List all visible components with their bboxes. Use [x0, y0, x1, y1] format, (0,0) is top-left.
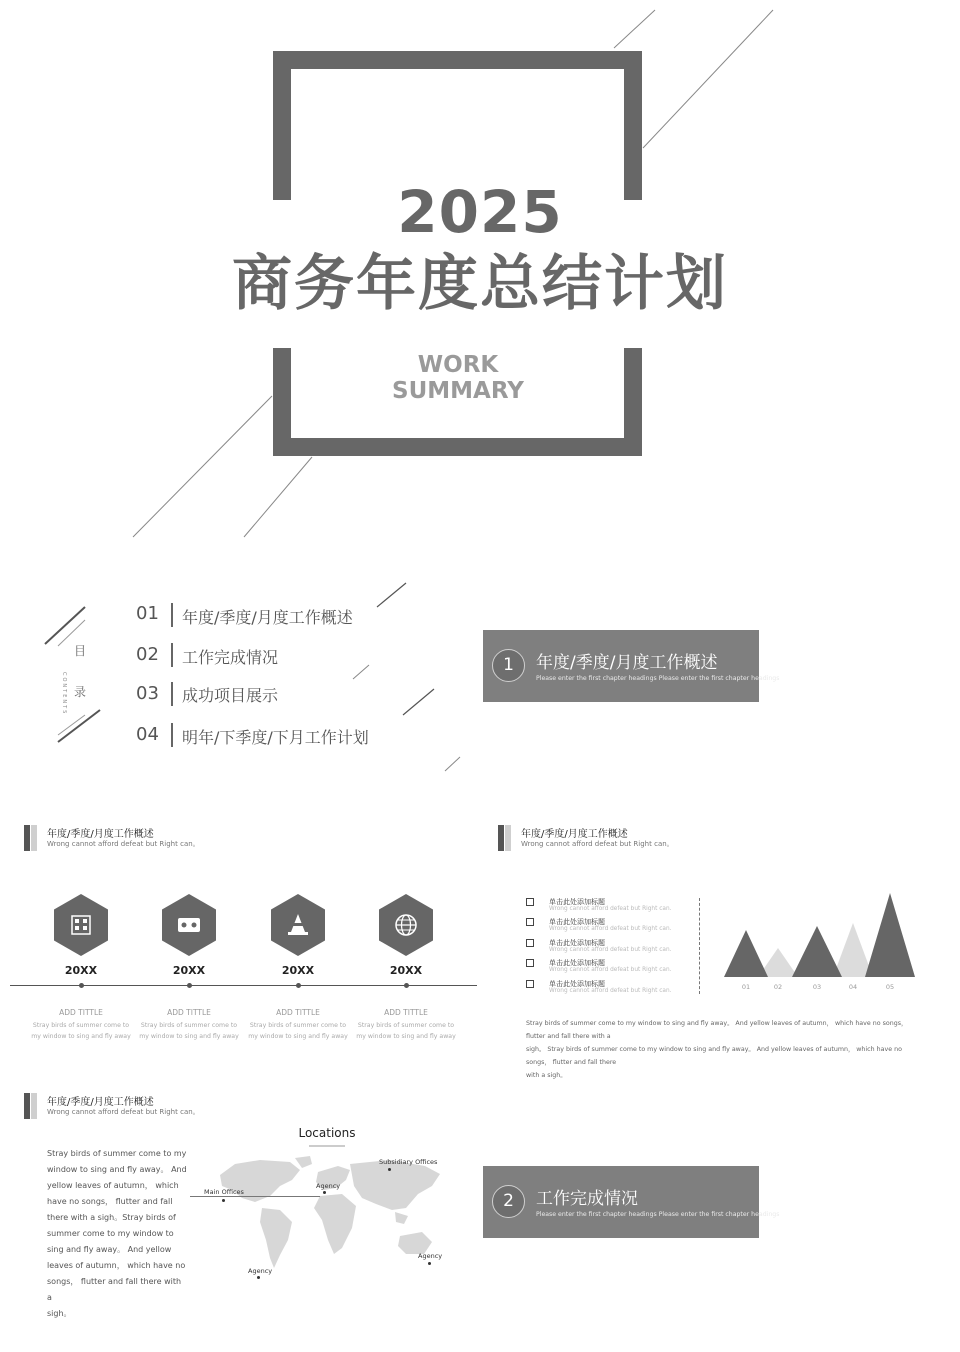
checklist-paragraph-line3: with a sigh。: [526, 1072, 567, 1079]
cover-title: 商务年度总结计划: [232, 249, 728, 319]
toc-item-1-label[interactable]: 年度/季度/月度工作概述: [182, 608, 353, 627]
slide-header-title: 年度/季度/月度工作概述: [47, 829, 154, 840]
chapter-1-subtitle: Please enter the first chapter headings Please enter the first chapter headings: [536, 675, 780, 682]
peak-label-5: 05: [885, 983, 895, 991]
checklist-title-3: 单击此处添加标题: [549, 939, 605, 947]
peak-label-1: 01: [741, 983, 751, 991]
map-paragraph-line6: summer come to my window to: [47, 1229, 174, 1238]
checklist-box-2[interactable]: [526, 918, 534, 926]
map-dot-agency-1: [323, 1191, 326, 1194]
toc-side-char-1: 目: [74, 644, 87, 658]
checklist-sub-1: Wrong cannot afford defeat but Right can.: [549, 906, 672, 912]
timeline-year-4: 20XX: [389, 964, 423, 977]
map-paragraph-line3: yellow leaves of autumn， which: [47, 1181, 179, 1190]
cover-subtitle: [0, 352, 916, 404]
chapter-1-number: 1: [492, 649, 525, 682]
checklist-title-4: 单击此处添加标题: [549, 959, 605, 967]
map-title-underline: [309, 1145, 345, 1147]
map-paragraph-line9: songs， flutter and fall there with a: [47, 1277, 182, 1302]
peak-3: [792, 926, 842, 977]
slide-header-bar-2: [498, 825, 504, 851]
toc-side-char-2: 录: [74, 685, 87, 699]
timeline-title-1: ADD TITTLE: [59, 1008, 103, 1017]
map-indonesia: [395, 1212, 408, 1224]
peaks-chart: [710, 880, 930, 980]
timeline-title-3: ADD TITTLE: [276, 1008, 320, 1017]
slide-header-subtitle-2: Wrong cannot afford defeat but Right can。: [521, 840, 674, 848]
slide-header-title-3: 年度/季度/月度工作概述: [47, 1097, 154, 1108]
chapter-2-subtitle: Please enter the first chapter headings Please enter the first chapter headings: [536, 1211, 780, 1218]
map-greenland: [295, 1156, 312, 1168]
map-paragraph-line7: sing and fly away。 And yellow: [47, 1245, 172, 1254]
timeline-dot-4: [404, 983, 409, 988]
map-asia: [350, 1160, 440, 1210]
timeline-dot-3: [296, 983, 301, 988]
map-dot-main: [222, 1199, 225, 1202]
toc-item-1-bar: [171, 603, 173, 627]
map-paragraph-line5: there with a sigh。Stray birds of: [47, 1213, 176, 1222]
chapter-1-title: 年度/季度/月度工作概述: [536, 653, 718, 673]
checklist-box-4[interactable]: [526, 959, 534, 967]
timeline-text-3-line2: my window to sing and fly away: [248, 1033, 348, 1040]
checklist-sub-2: Wrong cannot afford defeat but Right can.: [549, 926, 672, 932]
world-map: [200, 1150, 450, 1290]
checklist-sub-4: Wrong cannot afford defeat but Right can.: [549, 967, 672, 973]
timeline-year-1: 20XX: [64, 964, 98, 977]
checklist-title-2: 单击此处添加标题: [549, 918, 605, 926]
toc-item-3-bar: [171, 682, 173, 706]
checklist-sub-3: Wrong cannot afford defeat but Right can.: [549, 947, 672, 953]
slide-header-bar-light: [31, 825, 37, 851]
slide-header-title-2: 年度/季度/月度工作概述: [521, 829, 628, 840]
map-dot-subsidiary: [388, 1168, 391, 1171]
toc-item-3-num: 03: [136, 683, 159, 704]
peak-1: [724, 930, 768, 977]
chapter-2-number: 2: [492, 1185, 525, 1218]
map-paragraph-line1: Stray birds of summer come to my: [47, 1149, 187, 1158]
map-label-agency-1: Agency: [316, 1182, 341, 1190]
map-label-subsidiary: Subsidiary Offices: [379, 1158, 438, 1166]
timeline-dot-1: [79, 983, 84, 988]
chapter-2-title: 工作完成情况: [536, 1189, 638, 1209]
chapter-1-banner: [483, 630, 780, 702]
map-paragraph-line4: have no songs， flutter and fall: [47, 1197, 173, 1206]
map-dot-agency-2: [428, 1262, 431, 1265]
map-title: Locations: [298, 1126, 356, 1140]
toc-item-4-label[interactable]: 明年/下季度/下月工作计划: [182, 728, 369, 747]
map-dot-agency-3: [257, 1276, 260, 1279]
toc-side-en-text: CONTENTS: [61, 672, 67, 716]
cover-en-line1: WORK: [417, 352, 499, 378]
map-paragraph-line10: sigh。: [47, 1309, 72, 1318]
cover-en-line2: SUMMARY: [392, 378, 524, 404]
toc-item-4-num: 04: [136, 724, 159, 745]
peak-label-2: 02: [773, 983, 783, 991]
timeline-title-4: ADD TITTLE: [384, 1008, 428, 1017]
timeline-text-3-line1: Stray birds of summer come to: [249, 1022, 347, 1029]
toc-item-2-bar: [171, 643, 173, 667]
slide-header-subtitle-3: Wrong cannot afford defeat but Right can。: [47, 1108, 200, 1116]
map-paragraph-line2: window to sing and fly away。 And: [47, 1165, 187, 1174]
timeline-text-4: [356, 1020, 456, 1042]
map-south-america: [260, 1208, 292, 1268]
timeline-text-2-line1: Stray birds of summer come to: [140, 1022, 238, 1029]
timeline-text-2-line2: my window to sing and fly away: [139, 1033, 239, 1040]
checklist-title-1: 单击此处添加标题: [549, 898, 605, 906]
checklist-box-5[interactable]: [526, 980, 534, 988]
peak-4: [833, 923, 873, 977]
checklist-paragraph-line1: Stray birds of summer come to my window to sing and fly away。 And yellow leaves of autumn， which have no songs， flutter and fall there with a: [526, 1020, 908, 1040]
map-label-agency-3: Agency: [248, 1267, 273, 1275]
timeline-text-3: [248, 1020, 348, 1042]
checklist-paragraph-line2: sigh。 Stray birds of summer come to my window to sing and fly away。 And yellow leaves of autumn， which have no songs， flutter and fall there: [526, 1046, 902, 1066]
slide-header-subtitle: Wrong cannot afford defeat but Right can。: [47, 840, 200, 848]
timeline-text-1-line2: my window to sing and fly away: [31, 1033, 131, 1040]
timeline-dot-2: [187, 983, 192, 988]
slide-header-bar-light-2: [505, 825, 511, 851]
timeline-text-1: [31, 1020, 131, 1042]
slide-header-bar-3: [24, 1093, 30, 1119]
map-australia: [398, 1232, 432, 1254]
checklist-sub-5: Wrong cannot afford defeat but Right can.: [549, 988, 672, 994]
slide-header-bar: [24, 825, 30, 851]
checklist-divider: [699, 898, 700, 994]
toc-item-3-label[interactable]: 成功项目展示: [182, 686, 279, 705]
map-paragraph-line8: leaves of autumn， which have no: [47, 1261, 186, 1270]
checklist-title-5: 单击此处添加标题: [549, 980, 605, 988]
toc-side-en: [60, 672, 66, 718]
slide-header-bar-light-3: [31, 1093, 37, 1119]
timeline-year-2: 20XX: [172, 964, 206, 977]
peak-label-3: 03: [812, 983, 822, 991]
map-label-main: Main Offices: [204, 1188, 244, 1196]
timeline-text-2: [139, 1020, 239, 1042]
map-leader-line: [190, 1196, 320, 1197]
checklist-box-3[interactable]: [526, 939, 534, 947]
peak-5: [865, 893, 915, 977]
toc-item-2-num: 02: [136, 644, 159, 665]
map-label-agency-2: Agency: [418, 1252, 443, 1260]
timeline-text-1-line1: Stray birds of summer come to: [32, 1022, 130, 1029]
timeline-text-4-line2: my window to sing and fly away: [356, 1033, 456, 1040]
toc-item-4-bar: [171, 723, 173, 747]
checklist-paragraph: [526, 1017, 926, 1082]
timeline-year-3: 20XX: [281, 964, 315, 977]
timeline-title-2: ADD TITTLE: [167, 1008, 211, 1017]
map-africa: [314, 1194, 356, 1254]
timeline-text-4-line1: Stray birds of summer come to: [357, 1022, 455, 1029]
map-paragraph: [47, 1146, 187, 1322]
peak-label-4: 04: [848, 983, 858, 991]
toc-item-1-num: 01: [136, 603, 159, 624]
checklist-box-1[interactable]: [526, 898, 534, 906]
toc-item-2-label[interactable]: 工作完成情况: [182, 648, 279, 667]
chapter-2-banner: [483, 1166, 780, 1238]
cover-year: 2025: [397, 178, 563, 246]
